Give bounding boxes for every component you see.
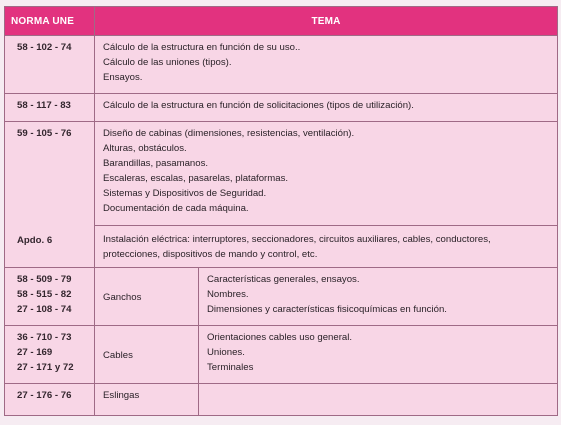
tema-line: Orientaciones cables uso general. — [207, 332, 353, 343]
tema-line: Instalación eléctrica: interruptores, seccionadores, circuitos auxiliares, cables, conductores, — [103, 234, 491, 245]
tema-subcell — [95, 226, 558, 268]
tema-cell — [95, 36, 558, 94]
tema-line: Cálculo de las uniones (tipos). — [103, 57, 232, 68]
tema-line: Sistemas y Dispositivos de Seguridad. — [103, 188, 267, 199]
norma-code: 59 - 105 - 76 — [17, 128, 72, 139]
norma-code: 27 - 108 - 74 — [17, 304, 72, 315]
tema-line: Barandillas, pasamanos. — [103, 158, 209, 169]
tema-line: Cálculo de la estructura en función de solicitaciones (tipos de utilización). — [103, 100, 414, 111]
header-norma-une: NORMA UNE — [5, 7, 95, 36]
tema-cell — [199, 326, 558, 384]
category-cell: Ganchos — [95, 268, 199, 326]
tema-line: Terminales — [207, 362, 254, 373]
category-cell: Eslingas — [95, 384, 199, 416]
norma-cell — [5, 122, 95, 268]
tema-line: Características generales, ensayos. — [207, 274, 360, 285]
tema-line: Nombres. — [207, 289, 249, 300]
norma-cell — [5, 384, 95, 416]
tema-line: protecciones, dispositivos de mando y control, etc. — [103, 249, 318, 260]
tema-line: Cálculo de la estructura en función de su uso.. — [103, 42, 301, 53]
tema-line: Alturas, obstáculos. — [103, 143, 187, 154]
norma-code: 27 - 169 — [17, 347, 53, 358]
tema-cell — [199, 384, 558, 416]
table-header-row — [5, 7, 558, 36]
header-tema: TEMA — [95, 7, 558, 36]
table-row — [5, 122, 558, 226]
une-standards-table — [4, 6, 558, 416]
tema-cell — [95, 94, 558, 122]
norma-code: 58 - 117 - 83 — [17, 100, 71, 111]
tema-line: Escaleras, escalas, pasarelas, plataformas. — [103, 173, 289, 184]
table-row — [5, 384, 558, 416]
tema-line: Ensayos. — [103, 72, 143, 83]
table-row — [5, 36, 558, 94]
table-row — [5, 326, 558, 384]
table-row — [5, 268, 558, 326]
table-row — [5, 94, 558, 122]
norma-code: 27 - 176 - 76 — [17, 390, 72, 401]
norma-cell — [5, 36, 95, 94]
tema-cell — [95, 122, 558, 226]
norma-code: 58 - 515 - 82 — [17, 289, 72, 300]
norma-cell — [5, 94, 95, 122]
tema-cell — [199, 268, 558, 326]
norma-cell — [5, 268, 95, 326]
norma-code: 58 - 102 - 74 — [17, 42, 72, 53]
norma-apdo: Apdo. 6 — [17, 235, 53, 246]
category-cell: Cables — [95, 326, 199, 384]
tema-line: Diseño de cabinas (dimensiones, resistencias, ventilación). — [103, 128, 355, 139]
tema-line: Dimensiones y características fisicoquímicas en función. — [207, 304, 447, 315]
norma-code: 36 - 710 - 73 — [17, 332, 72, 343]
norma-code: 27 - 171 y 72 — [17, 362, 74, 373]
tema-line: Documentación de cada máquina. — [103, 203, 249, 214]
norma-code: 58 - 509 - 79 — [17, 274, 72, 285]
norma-cell — [5, 326, 95, 384]
tema-line: Uniones. — [207, 347, 245, 358]
